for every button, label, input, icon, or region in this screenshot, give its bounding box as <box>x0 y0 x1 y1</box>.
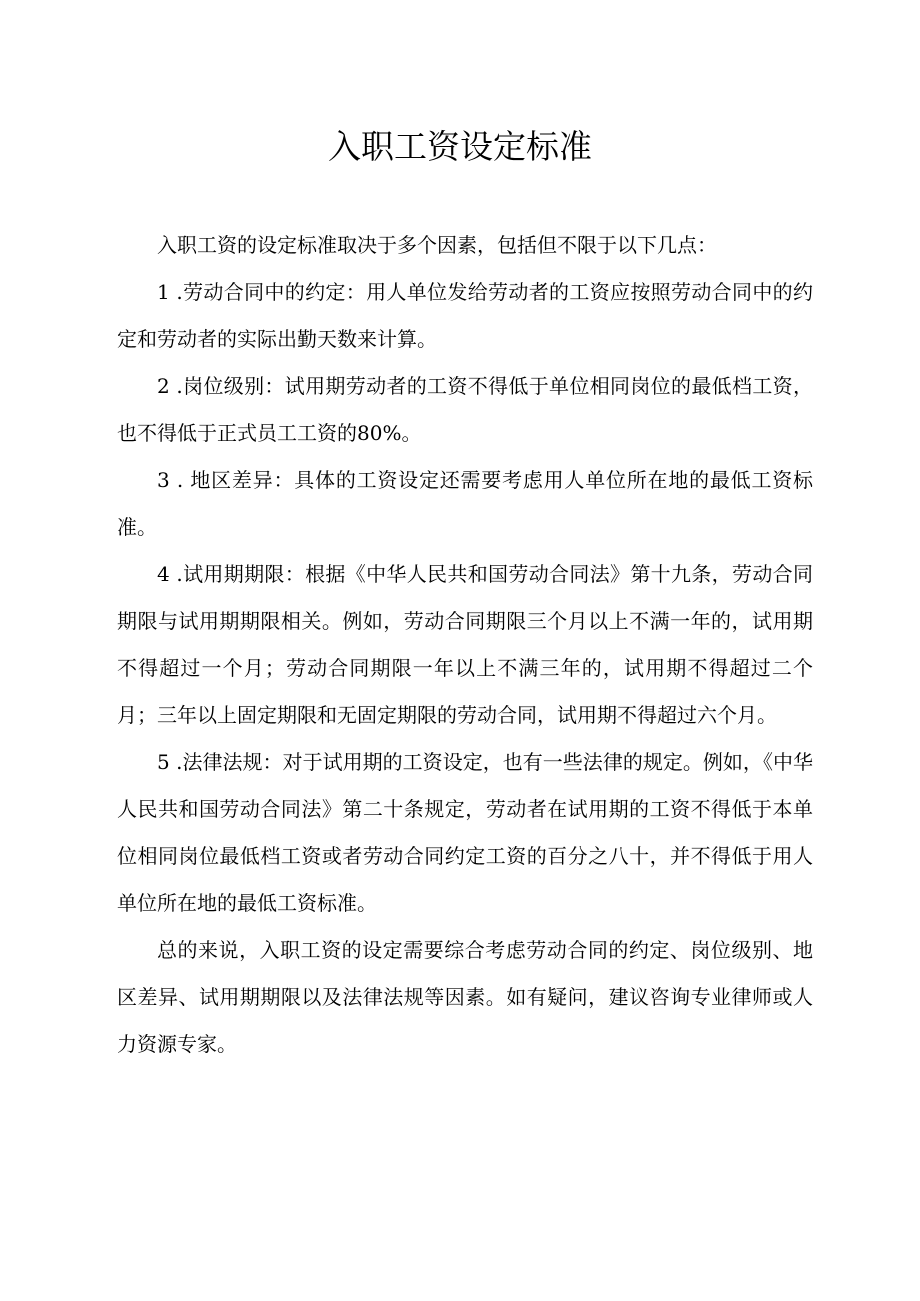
document-title: 入职工资设定标准 <box>328 127 592 166</box>
item-2-paragraph: 2 .岗位级别：试用期劳动者的工资不得低于单位相同岗位的最低档工资，也不得低于正式员工工资的80%。 <box>117 374 813 445</box>
item-3-paragraph: 3 . 地区差异：具体的工资设定还需要考虑用人单位所在地的最低工资标准。 <box>117 468 813 539</box>
intro-paragraph: 入职工资的设定标准取决于多个因素，包括但不限于以下几点： <box>157 233 717 257</box>
summary-paragraph: 总的来说，入职工资的设定需要综合考虑劳动合同的约定、岗位级别、地区差异、试用期期限以及法律法规等因素。如有疑问，建议咨询专业律师或人力资源专家。 <box>117 938 813 1056</box>
item-5-paragraph: 5 .法律法规：对于试用期的工资设定，也有一些法律的规定。例如，《中华人民共和国劳动合同法》第二十条规定，劳动者在试用期的工资不得低于本单位相同岗位最低档工资或者劳动合同约定工资的百分之八十，并不得低于用人单位所在地的最低工资标准。 <box>117 750 813 915</box>
item-4-paragraph: 4 .试用期期限：根据《中华人民共和国劳动合同法》第十九条，劳动合同期限与试用期期限相关。例如，劳动合同期限三个月以上不满一年的，试用期不得超过一个月；劳动合同期限一年以上不满三年的，试用期不得超过二个月；三年以上固定期限和无固定期限的劳动合同，试用期不得超过六个月。 <box>117 562 813 727</box>
document-body <box>117 222 813 1068</box>
item-1-paragraph: 1 .劳动合同中的约定：用人单位发给劳动者的工资应按照劳动合同中的约定和劳动者的实际出勤天数来计算。 <box>117 280 813 351</box>
